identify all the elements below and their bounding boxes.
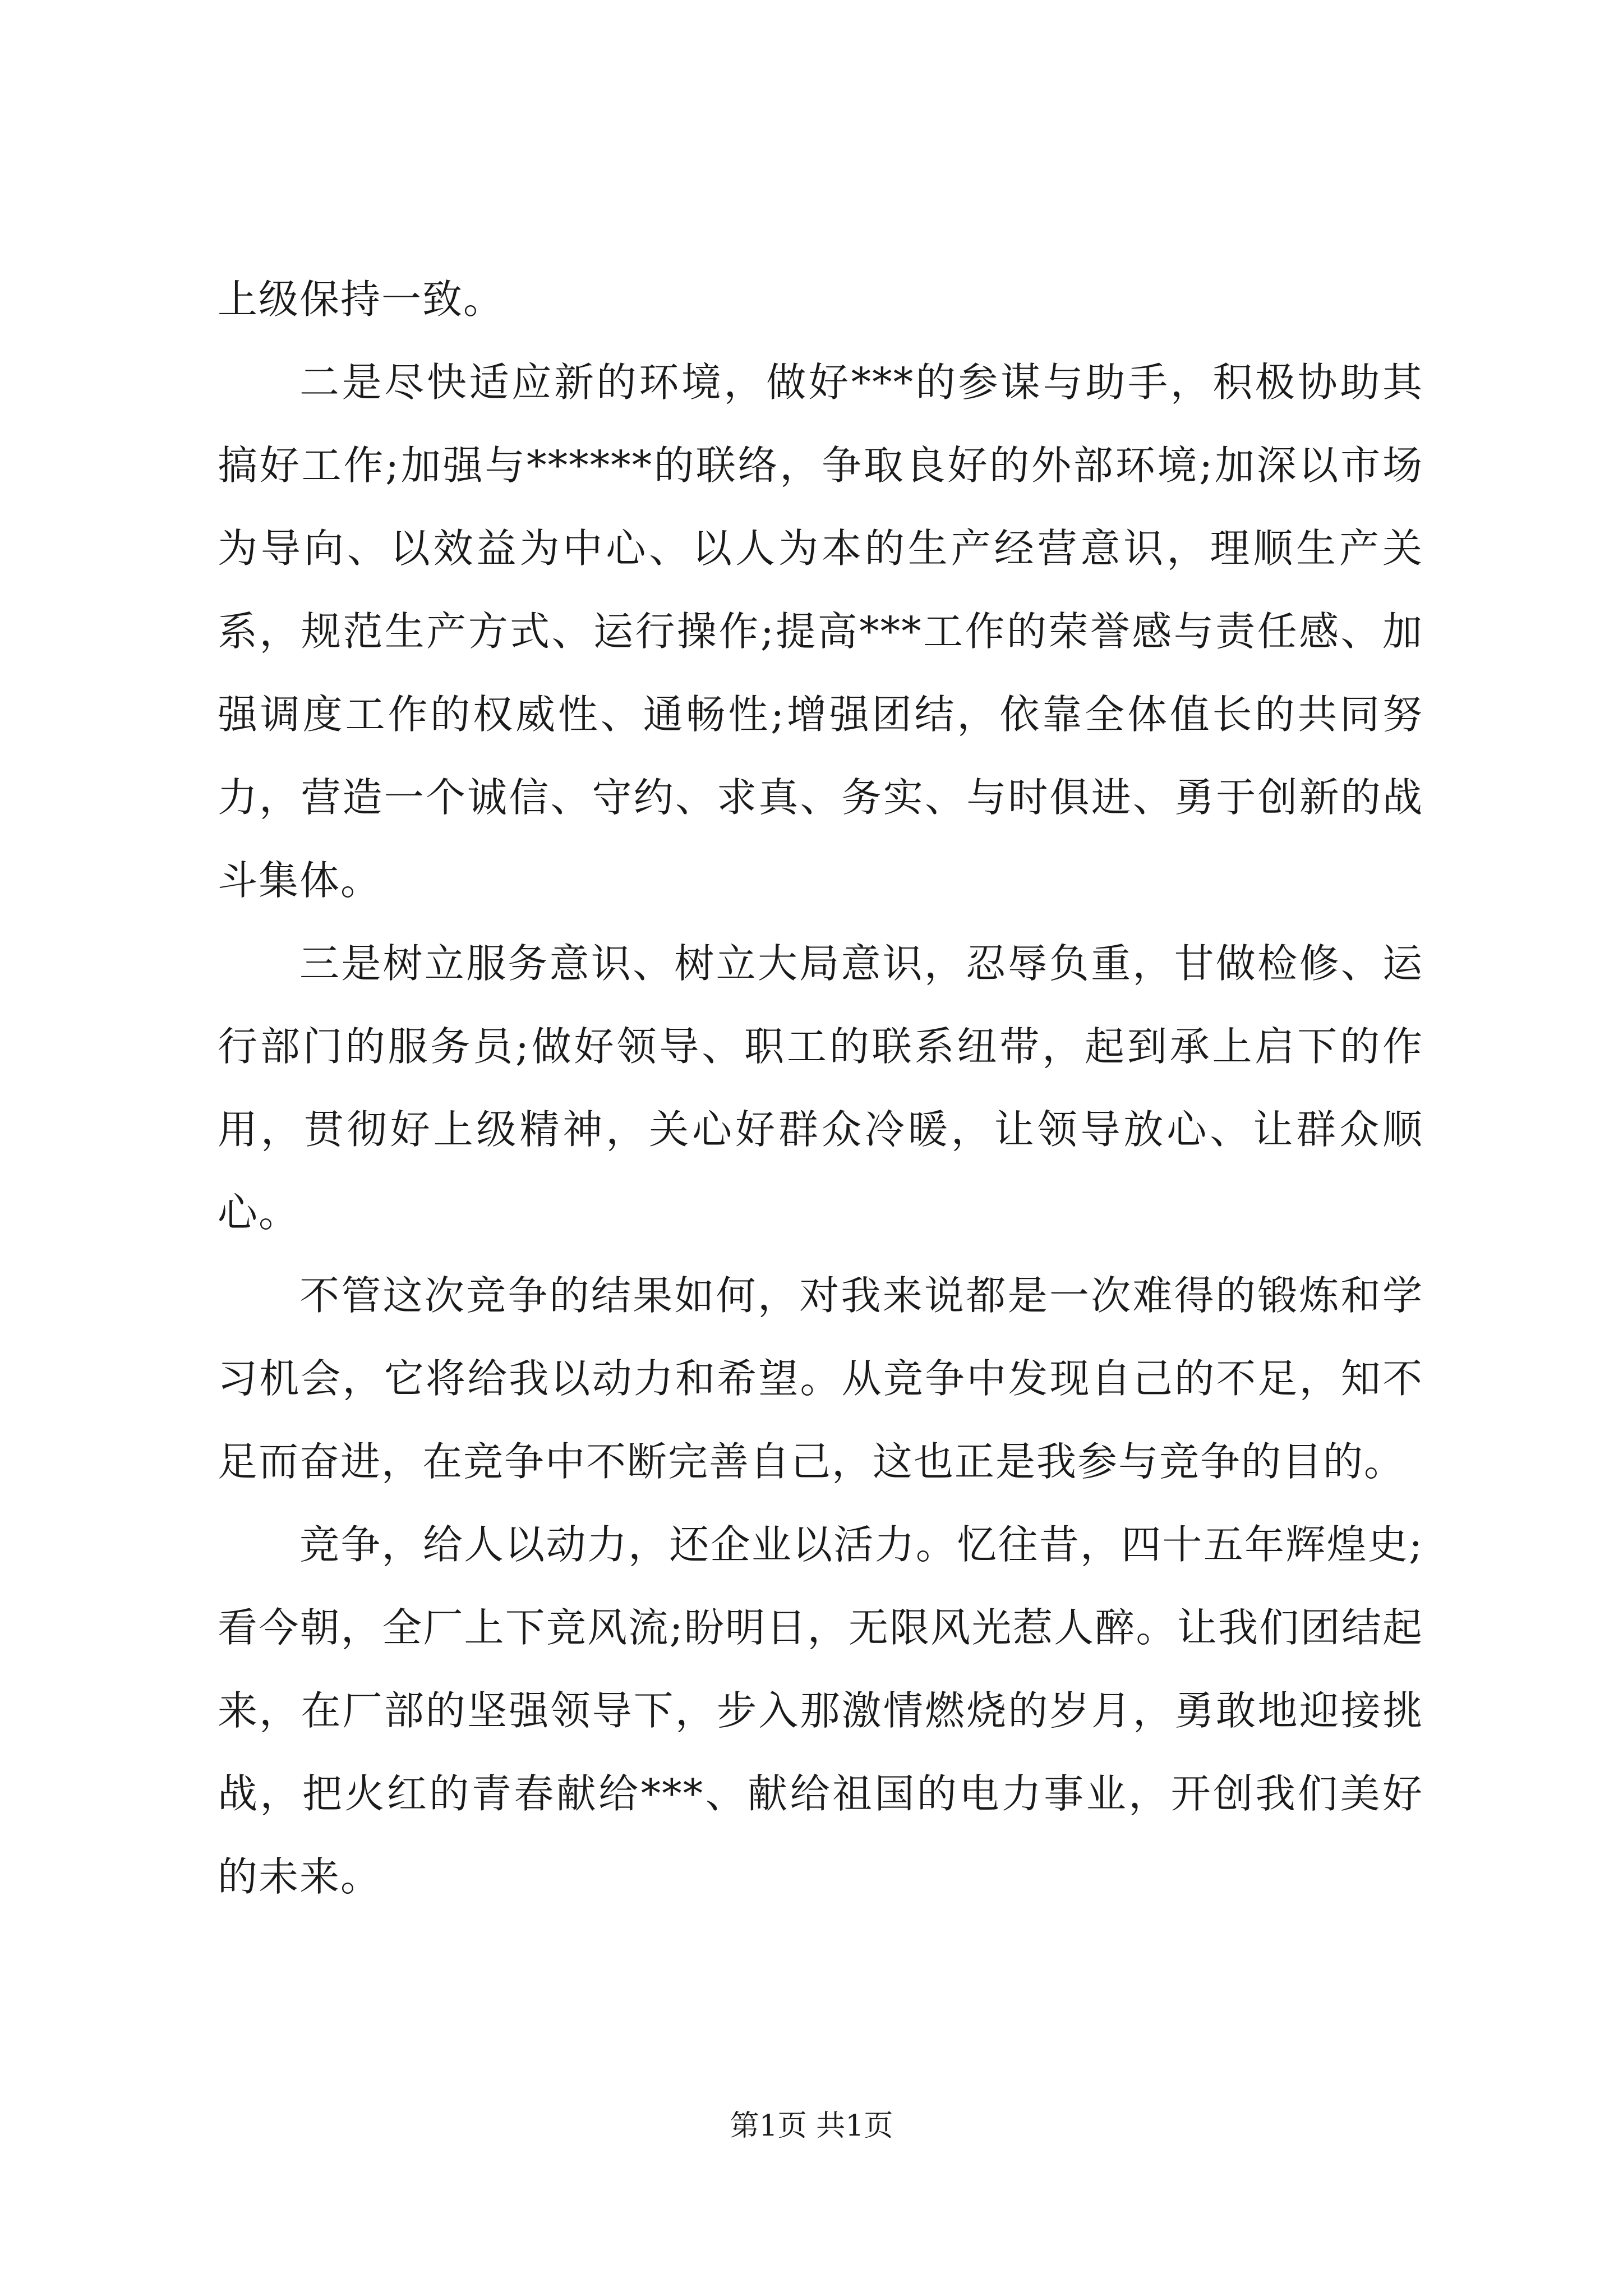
paragraph-closing: 竞争，给人以动力，还企业以活力。忆往昔，四十五年辉煌史;看今朝，全厂上下竞风流;盼明日，无限风光惹人醉。让我们团结起来，在厂部的坚强领导下，步入那激情燃烧的岁月，勇敢地迎接挑战，把火红的青春献给***、献给祖国的电力事业，开创我们美好的未来。 [218, 1521, 1423, 1900]
paragraph-continuation: 上级保持一致。 [218, 276, 505, 323]
paragraph-point-three: 三是树立服务意识、树立大局意识，忍辱负重，甘做检修、运行部门的服务员;做好领导、职工的联系纽带，起到承上启下的作用，贯彻好上级精神，关心好群众冷暖，让领导放心、让群众顺心。 [218, 940, 1423, 1236]
page-footer: 第1页 共1页 [730, 2109, 893, 2143]
document-body [218, 258, 1423, 1918]
paragraph-competition-outcome: 不管这次竞争的结果如何，对我来说都是一次难得的锻炼和学习机会，它将给我以动力和希望。从竞争中发现自己的不足，知不足而奋进，在竞争中不断完善自己，这也正是我参与竞争的目的。 [218, 1272, 1423, 1485]
paragraph-point-two: 二是尽快适应新的环境，做好***的参谋与助手，积极协助其搞好工作;加强与******的联络，争取良好的外部环境;加深以市场为导向、以效益为中心、以人为本的生产经营意识，理顺生产关系，规范生产方式、运行操作;提高***工作的荣誉感与责任感、加强调度工作的权威性、通畅性;增强团结，依靠全体值长的共同努力，营造一个诚信、守约、求真、务实、与时俱进、勇于创新的战斗集体。 [218, 359, 1423, 904]
